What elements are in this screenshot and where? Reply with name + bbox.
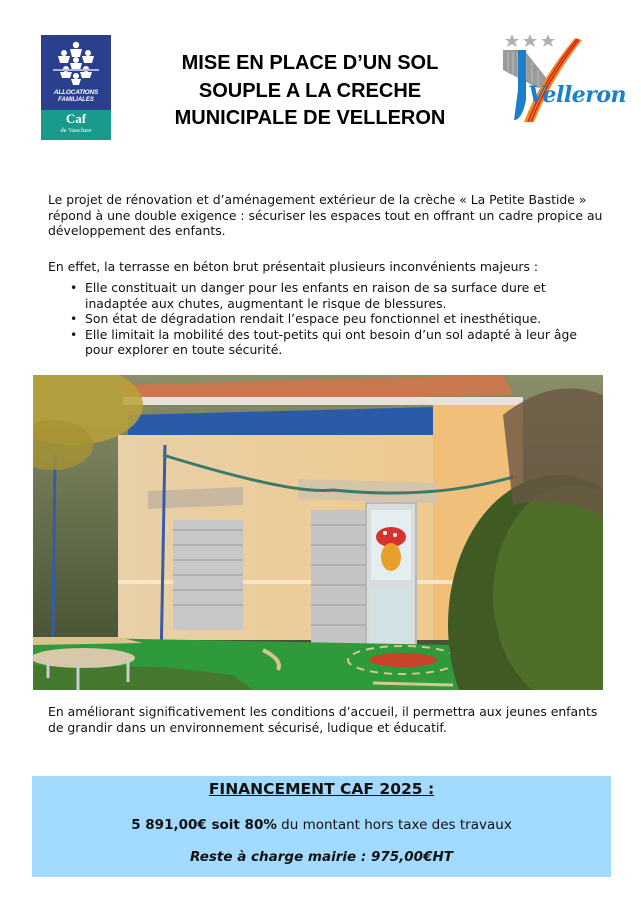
financing-amount-bold: 5 891,00€ soit 80% [131,817,277,833]
financing-remaining: Reste à charge mairie : 975,00€HT [190,849,453,865]
photo-illustration [33,375,603,690]
caf-logo [41,35,111,140]
bullet-icon: • [70,280,78,295]
page-title [130,50,490,133]
title-line: MISE EN PLACE D’UN SOL [181,52,439,74]
caf-logo-top [41,35,111,110]
financing-amount-rest: du montant hors taxe des travaux [276,817,512,833]
bullet-icon: • [70,311,78,327]
list-item-text: Son état de dégradation rendait l’espace peu fonctionnel et inesthétique. [85,311,542,327]
list-item [48,311,608,327]
bullet-icon: • [70,326,78,342]
problems-lead: En effet, la terrasse en béton brut présentait plusieurs inconvénients majeurs : [48,259,539,274]
family-figures-icon [53,40,99,86]
list-item-text: Elle limitait la mobilité des tout-petits qui ont besoin d’un sol adapté à leur âge pour explorer en toute sécurité. [85,326,578,358]
financing-amount [32,817,611,833]
conclusion-paragraph: En améliorant significativement les conditions d’accueil, il permettra aux jeunes enfants de grandir dans un environnement sécurisé, ludique et éducatif. [48,704,598,735]
caf-line1: ALLOCATIONS [53,89,99,96]
title-line: MUNICIPALE DE VELLERON [174,107,446,129]
velleron-wordmark: Velleron [528,82,627,108]
title-line: SOUPLE A LA CRECHE [198,79,422,102]
list-item-text: Elle constituait un danger pour les enfants en raison de sa surface dure et inadaptée aux chutes, augmentant le risque de blessures. [85,280,546,311]
list-item [48,280,608,311]
stars-icon [505,34,555,47]
velleron-logo [500,30,625,130]
intro-paragraph: Le projet de rénovation et d’aménagement extérieur de la crèche « La Petite Bastide » répond à une double exigence : sécuriser les espaces tout en offrant un cadre propice au développement des enfants. [48,192,603,239]
creche-terrace-photo [33,375,603,690]
problems-list [48,280,608,358]
financing-title: FINANCEMENT CAF 2025 : [208,780,435,798]
financing-box [32,776,611,877]
caf-region: de Vaucluse [60,127,92,134]
caf-line2: FAMILIALES [58,97,94,103]
list-item [48,327,608,358]
caf-brand: Caf [65,111,87,126]
